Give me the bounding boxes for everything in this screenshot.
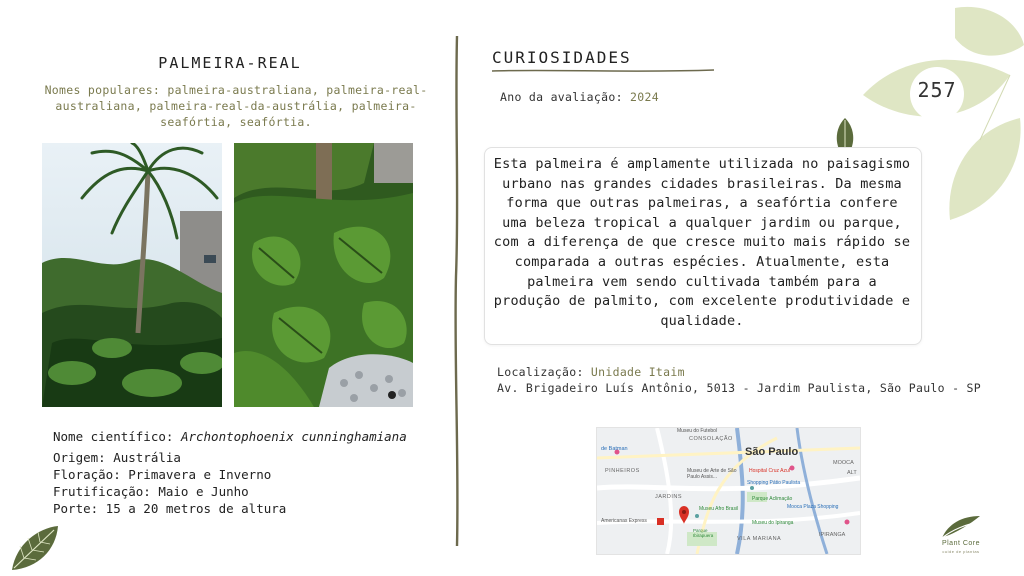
map-label: PINHEIROS <box>605 468 640 474</box>
year-label: Ano da avaliação: <box>500 90 623 104</box>
map-label: Parque Aclimação <box>752 496 793 502</box>
column-divider <box>452 36 462 546</box>
palm-photo <box>42 143 222 407</box>
map-label: Shopping Pátio Paulista <box>747 480 801 486</box>
map-label: Museu do Futebol <box>677 428 718 434</box>
leaf-icon <box>10 524 60 572</box>
map-label: Museu do Ipiranga <box>752 520 794 526</box>
map-label: Americanas Express <box>601 518 647 524</box>
heading-underline <box>492 68 714 74</box>
curiosities-heading: CURIOSIDADES <box>492 48 632 67</box>
garden-photo <box>234 143 413 407</box>
map-label: CONSOLAÇÃO <box>689 436 733 442</box>
origin: Origem: Austrália <box>53 450 181 465</box>
plant-specs <box>53 428 453 517</box>
brand-name: Plant Core <box>941 540 981 547</box>
map-label: ALT <box>847 470 857 476</box>
scientific-name-row <box>53 428 453 445</box>
map-label: MOOCA <box>833 460 854 466</box>
description-text: Esta palmeira é amplamente utilizada no paisagismo urbano nas grandes cidades brasileiras. Da mesma forma que outras palmeiras, a seafórtia confere uma beleza tropical a qualquer jardim ou parque, com a diferença de que cresce muito mais rápido se comparada a outras espécies. Atualmente, esta palmeira vem sendo cultivada também para a produção de palmito, com excelente produtividade e qualidade. <box>493 156 911 329</box>
fruiting: Frutificação: Maio e Junho <box>53 484 249 499</box>
map-label: Hospital Cruz Azul <box>749 468 790 474</box>
location-label: Localização: <box>497 365 584 379</box>
map-city: São Paulo <box>745 446 799 458</box>
plant-title: PALMEIRA-REAL <box>158 54 302 72</box>
map-label: de Batman <box>601 446 628 452</box>
address: Av. Brigadeiro Luís Antônio, 5013 - Jardim Paulista, São Paulo - SP <box>497 381 981 395</box>
flowering: Floração: Primavera e Inverno <box>53 467 272 482</box>
brand-tagline: cuide de plantas <box>942 549 980 554</box>
brand-logo-icon <box>940 514 982 540</box>
scientific-label: Nome científico: <box>53 429 174 444</box>
page-number: 257 <box>917 78 957 102</box>
location-map[interactable] <box>596 427 861 555</box>
location-value: Unidade Itaim <box>590 365 685 379</box>
location <box>497 365 685 379</box>
map-label: Mooca Plaza Shopping <box>787 504 839 510</box>
map-label: Parque Ibirapuera <box>693 528 714 538</box>
map-label: IPIRANGA <box>819 532 846 538</box>
popular-names: Nomes populares: palmeira-australiana, palmeira-real-australiana, palmeira-real-da-austrália, palmeira-seafórtia, seafórtia. <box>44 83 428 129</box>
map-label: JARDINS <box>655 494 683 500</box>
map-label: Museu Afro Brasil <box>699 506 739 512</box>
scientific-name: Archontophoenix cunninghamiana <box>180 429 407 444</box>
map-label: Museu de Arte de São Paulo Assis... <box>687 468 737 480</box>
size: Porte: 15 a 20 metros de altura <box>53 501 287 516</box>
evaluation-year <box>500 90 659 104</box>
map-label: VILA MARIANA <box>737 536 782 542</box>
year-value: 2024 <box>630 90 659 104</box>
